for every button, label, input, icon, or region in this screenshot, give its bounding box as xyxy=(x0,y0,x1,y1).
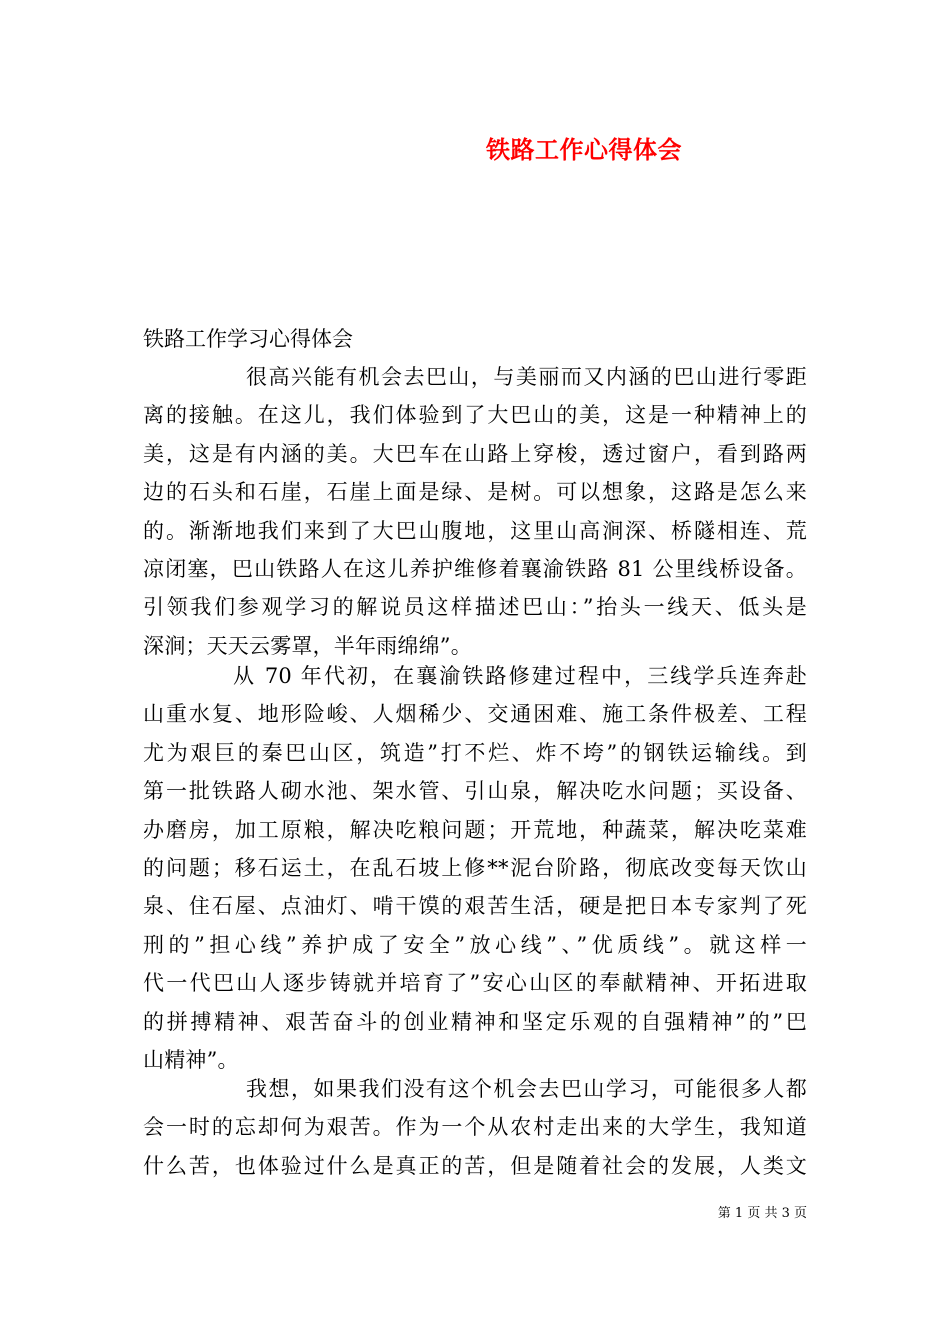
paragraph-line: 美，这是有内涵的美。大巴车在山路上穿梭，透过窗户，看到路两 xyxy=(143,441,807,466)
paragraph-line: 山精神”。 xyxy=(143,1048,239,1072)
paragraph-line: 刑的”担心线”养护成了安全”放心线”、”优质线”。就这样一 xyxy=(143,932,807,957)
paragraph-line: 深涧；天天云雾罩，半年雨绵绵”。 xyxy=(143,633,472,658)
paragraph-line: 什么苦，也体验过什么是真正的苦，但是随着社会的发展，人类文 xyxy=(143,1153,807,1178)
paragraph-line: 的拼搏精神、艰苦奋斗的创业精神和坚定乐观的自强精神”的”巴 xyxy=(143,1009,807,1034)
paragraph-line: 边的石头和石崖，石崖上面是绿、是树。可以想象，这路是怎么来 xyxy=(143,480,807,505)
paragraph-line: 泉、住石屋、点油灯、啃干馍的艰苦生活，硬是把日本专家判了死 xyxy=(143,894,807,919)
paragraph-line: 尤为艰巨的秦巴山区，筑造”打不烂、炸不垮”的钢铁运输线。到 xyxy=(143,740,807,765)
paragraph-line: 我想，如果我们没有这个机会去巴山学习，可能很多人都 xyxy=(246,1077,807,1101)
page-number: 第 1 页 共 3 页 xyxy=(717,1206,807,1221)
paragraph-line: 山重水复、地形险峻、人烟稀少、交通困难、施工条件极差、工程 xyxy=(143,702,807,727)
paragraph-line: 代一代巴山人逐步铸就并培育了”安心山区的奉献精神、开拓进取 xyxy=(143,971,807,996)
paragraph-line: 的问题；移石运土，在乱石坡上修**泥台阶路，彻底改变每天饮山 xyxy=(143,856,807,880)
paragraph-line: 第一批铁路人砌水池、架水管、引山泉，解决吃水问题；买设备、 xyxy=(143,779,807,804)
paragraph-line: 很高兴能有机会去巴山，与美丽而又内涵的巴山进行零距 xyxy=(246,365,807,389)
paragraph-line: 的。渐渐地我们来到了大巴山腹地，这里山高涧深、桥隧相连、荒 xyxy=(143,518,807,543)
paragraph-line: 会一时的忘却何为艰苦。作为一个从农村走出来的大学生，我知道 xyxy=(143,1115,807,1140)
subtitle: 铁路工作学习心得体会 xyxy=(143,327,353,351)
paragraph-line: 从 70 年代初，在襄渝铁路修建过程中，三线学兵连奔赴 xyxy=(233,664,807,688)
paragraph-line: 办磨房，加工原粮，解决吃粮问题；开荒地，种蔬菜，解决吃菜难 xyxy=(143,817,807,842)
paragraph-line: 凉闭塞，巴山铁路人在这儿养护维修着襄渝铁路 81 公里线桥设备。 xyxy=(143,557,807,581)
paragraph-line: 引领我们参观学习的解说员这样描述巴山：”抬头一线天、低头是 xyxy=(143,595,807,620)
page-title: 铁路工作心得体会 xyxy=(486,135,682,164)
paragraph-line: 离的接触。在这儿，我们体验到了大巴山的美，这是一种精神上的 xyxy=(143,403,807,428)
